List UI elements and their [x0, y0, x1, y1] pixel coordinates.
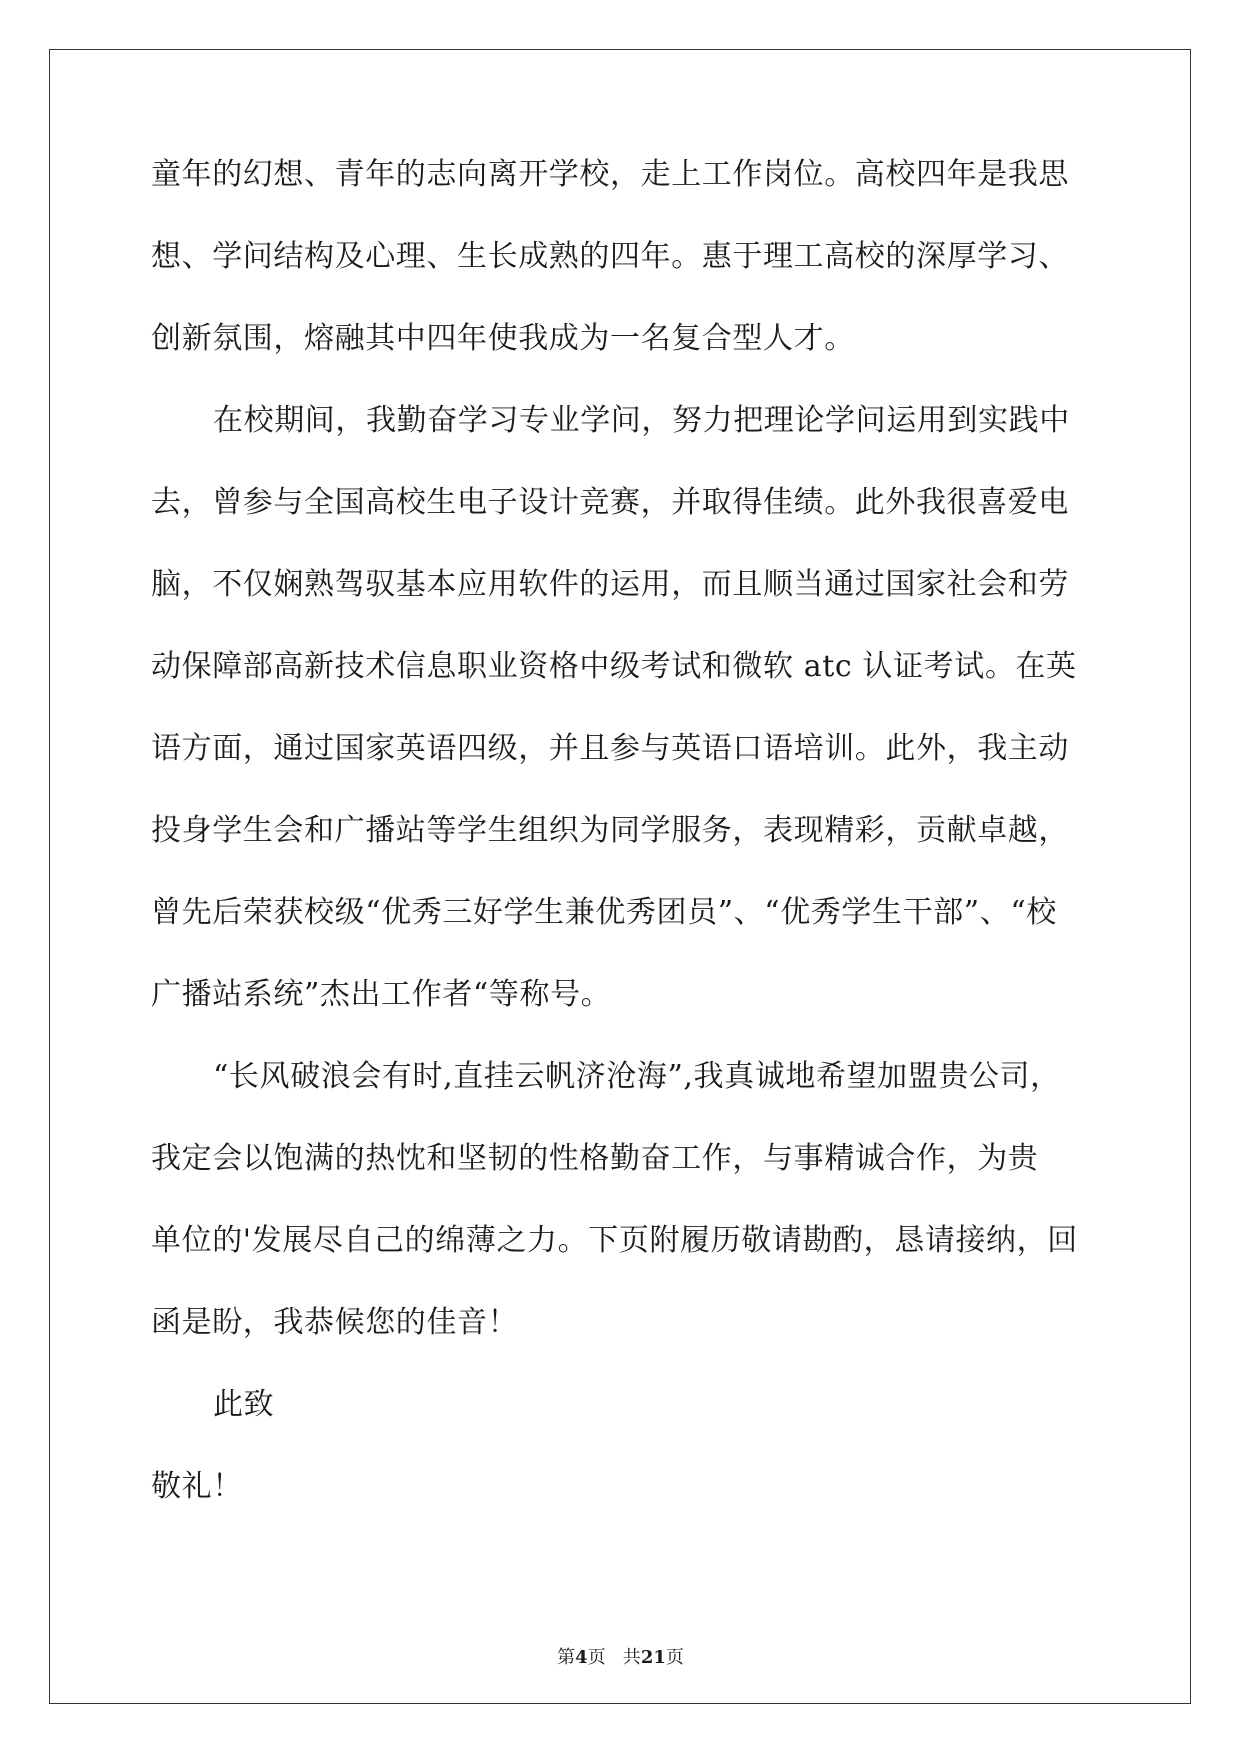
footer-prefix: 第 [557, 1647, 576, 1668]
page-number-footer [0, 1649, 1241, 1667]
paragraph-line: 童年的幻想、青年的志向离开学校，走上工作岗位。高校四年是我思 [151, 157, 1069, 192]
paragraph-line: 曾先后荣获校级“优秀三好学生兼优秀团员”、“优秀学生干部”、“校 [151, 895, 1057, 930]
footer-suffix: 页 [665, 1647, 684, 1668]
paragraph-line: 语方面，通过国家英语四级，并且参与英语口语培训。此外，我主动 [151, 731, 1069, 766]
closing-salutation: 此致 [213, 1387, 275, 1422]
paragraph-line: “长风破浪会有时,直挂云帆济沧海”,我真诚地希望加盟贵公司， [213, 1059, 1061, 1094]
paragraph-line: 单位的'发展尽自己的绵薄之力。下页附履历敬请勘酌，恳请接纳，回 [151, 1223, 1078, 1258]
paragraph-line: 脑，不仅娴熟驾驭基本应用软件的运用，而且顺当通过国家社会和劳 [151, 567, 1069, 602]
paragraph-line: 投身学生会和广播站等学生组织为同学服务，表现精彩，贡献卓越， [151, 813, 1069, 848]
paragraph-line: 动保障部高新技术信息职业资格中级考试和微软 atc 认证考试。在英 [151, 649, 1077, 684]
letter-body [151, 157, 1086, 1554]
total-pages-number: 21 [640, 1647, 666, 1668]
paragraph-line: 广播站系统”杰出工作者“等称号。 [151, 977, 612, 1012]
paragraph-line: 想、学问结构及心理、生长成熟的四年。惠于理工高校的深厚学习、 [151, 239, 1069, 274]
paragraph-line: 我定会以饱满的热忱和坚韧的性格勤奋工作，与事精诚合作，为贵 [151, 1141, 1039, 1176]
paragraph-line: 去，曾参与全国高校生电子设计竞赛，并取得佳绩。此外我很喜爱电 [151, 485, 1069, 520]
paragraph-line: 函是盼，我恭候您的佳音！ [151, 1305, 519, 1340]
paragraph-line: 创新氛围，熔融其中四年使我成为一名复合型人才。 [151, 321, 855, 356]
paragraph-line: 在校期间，我勤奋学习专业学问，努力把理论学问运用到实践中 [213, 403, 1070, 438]
current-page-number: 4 [575, 1647, 588, 1668]
closing-regards: 敬礼！ [151, 1469, 243, 1504]
footer-middle: 页 共 [587, 1647, 641, 1668]
